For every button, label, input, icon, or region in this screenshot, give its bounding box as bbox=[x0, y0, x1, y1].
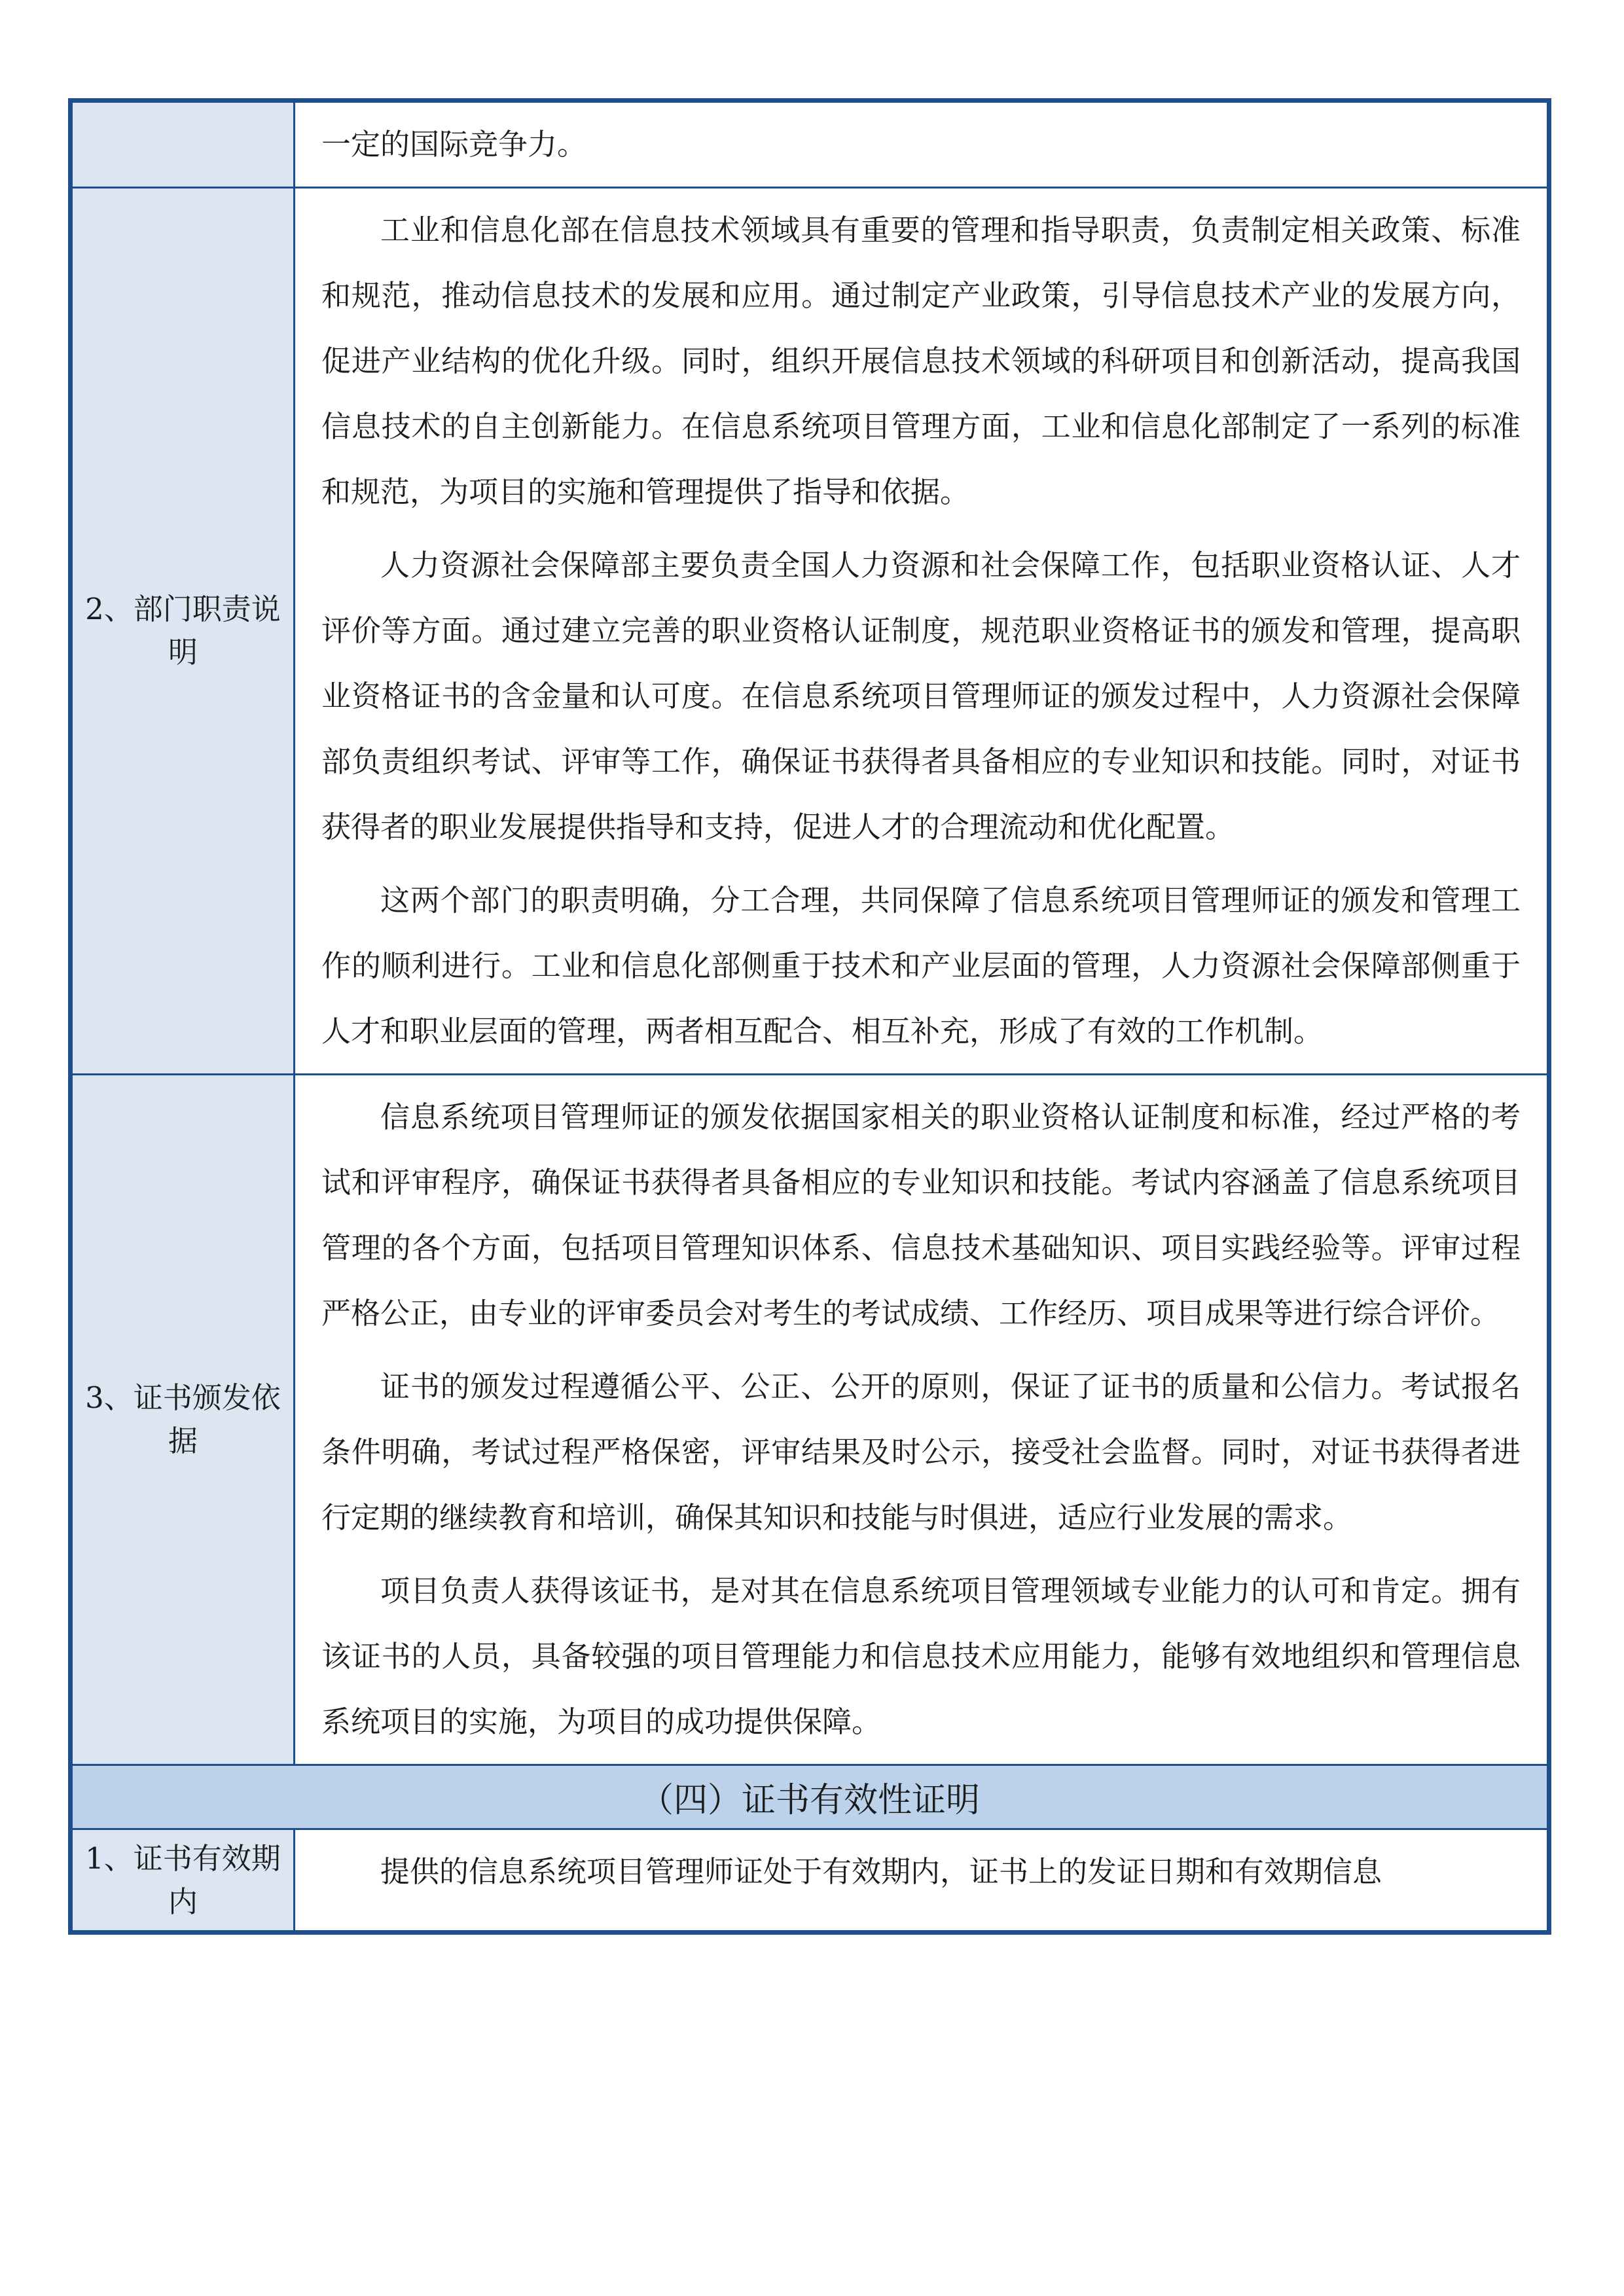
table-row-validity bbox=[71, 1829, 1549, 1933]
section-header: （四）证书有效性证明 bbox=[71, 1765, 1549, 1829]
table-row-section-header bbox=[71, 1765, 1549, 1829]
document-table bbox=[68, 98, 1551, 1935]
paragraph: 这两个部门的职责明确，分工合理，共同保障了信息系统项目管理师证的颁发和管理工作的顺利进行。工业和信息化部侧重于技术和产业层面的管理，人力资源社会保障部侧重于人才和职业层面的管理，两者相互配合、相互补充，形成了有效的工作机制。 bbox=[321, 883, 1521, 1049]
paragraph: 证书的颁发过程遵循公平、公正、公开的原则，保证了证书的质量和公信力。考试报名条件明确，考试过程严格保密，评审结果及时公示，接受社会监督。同时，对证书获得者进行定期的继续教育和培训，确保其知识和技能与时俱进，适应行业发展的需求。 bbox=[321, 1369, 1521, 1535]
row-content-continuation bbox=[295, 101, 1549, 188]
row-label-department: 2、部门职责说明 bbox=[71, 188, 295, 1075]
row-content-basis bbox=[295, 1075, 1549, 1765]
table-row-basis bbox=[71, 1075, 1549, 1765]
row-label-empty bbox=[71, 101, 295, 188]
table-row-department bbox=[71, 188, 1549, 1075]
paragraph: 人力资源社会保障部主要负责全国人力资源和社会保障工作，包括职业资格认证、人才评价等方面。通过建立完善的职业资格认证制度，规范职业资格证书的颁发和管理，提高职业资格证书的含金量和认可度。在信息系统项目管理师证的颁发过程中，人力资源社会保障部负责组织考试、评审等工作，确保证书获得者具备相应的专业知识和技能。同时，对证书获得者的职业发展提供指导和支持，促进人才的合理流动和优化配置。 bbox=[321, 548, 1521, 844]
row-content-validity bbox=[295, 1829, 1549, 1933]
row-label-validity: 1、证书有效期内 bbox=[71, 1829, 295, 1933]
row-content-department bbox=[295, 188, 1549, 1075]
paragraph: 提供的信息系统项目管理师证处于有效期内，证书上的发证日期和有效期信息 bbox=[380, 1854, 1382, 1889]
paragraph: 项目负责人获得该证书，是对其在信息系统项目管理领域专业能力的认可和肯定。拥有该证书的人员，具备较强的项目管理能力和信息技术应用能力，能够有效地组织和管理信息系统项目的实施，为项目的成功提供保障。 bbox=[321, 1573, 1521, 1739]
paragraph: 工业和信息化部在信息技术领域具有重要的管理和指导职责，负责制定相关政策、标准和规范，推动信息技术的发展和应用。通过制定产业政策，引导信息技术产业的发展方向，促进产业结构的优化升级。同时，组织开展信息技术领域的科研项目和创新活动，提高我国信息技术的自主创新能力。在信息系统项目管理方面，工业和信息化部制定了一系列的标准和规范，为项目的实施和管理提供了指导和依据。 bbox=[321, 213, 1521, 509]
row-label-basis: 3、证书颁发依据 bbox=[71, 1075, 295, 1765]
paragraph: 信息系统项目管理师证的颁发依据国家相关的职业资格认证制度和标准，经过严格的考试和评审程序，确保证书获得者具备相应的专业知识和技能。考试内容涵盖了信息系统项目管理的各个方面，包括项目管理知识体系、信息技术基础知识、项目实践经验等。评审过程严格公正，由专业的评审委员会对考生的考试成绩、工作经历、项目成果等进行综合评价。 bbox=[321, 1100, 1521, 1331]
table-row-continuation bbox=[71, 101, 1549, 188]
paragraph: 一定的国际竞争力。 bbox=[321, 127, 587, 162]
